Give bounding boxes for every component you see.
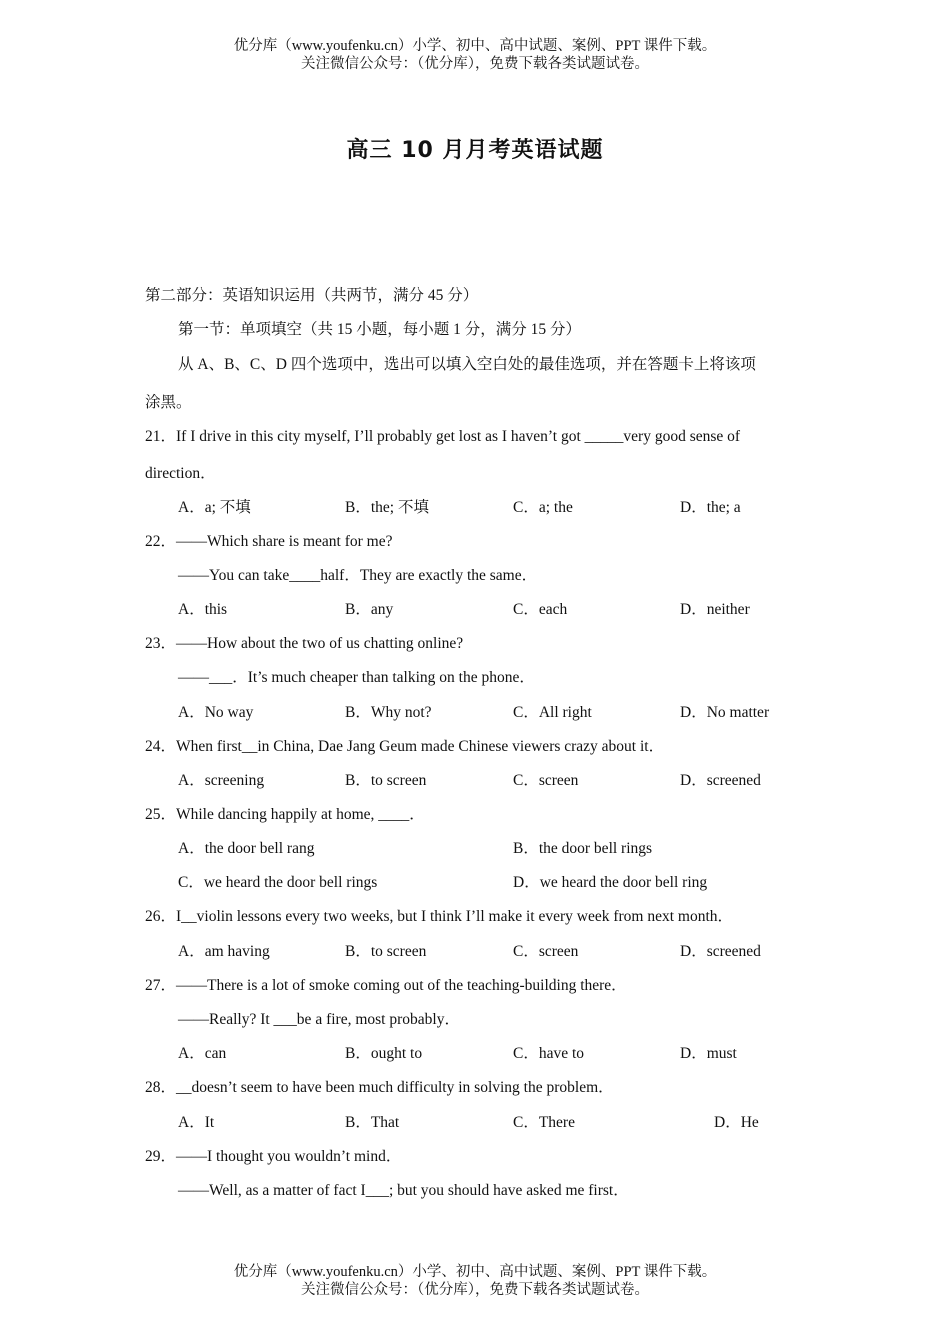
- q26-option-a: A．am having: [178, 943, 270, 960]
- q28-option-d: D．He: [714, 1114, 759, 1131]
- q22-option-b: B．any: [345, 601, 394, 618]
- q21-option-d: D．the; a: [680, 499, 741, 516]
- q27-option-b: B．ought to: [345, 1045, 423, 1062]
- q23-option-b: B．Why not?: [345, 704, 432, 721]
- q22-option-d: D．neither: [680, 601, 750, 618]
- question-23-reply: ——___．It’s much cheaper than talking on the phone．: [178, 669, 535, 686]
- q27-option-a: A．can: [178, 1045, 227, 1062]
- q26-option-c: C．screen: [513, 943, 579, 960]
- q27-option-c: C．have to: [513, 1045, 585, 1062]
- q25-option-a: A．the door bell rang: [178, 840, 315, 857]
- footer-line-1: 优分库（www.youfenku.cn）小学、初中、高中试题、案例、PPT 课件下载。: [233, 1264, 717, 1280]
- question-21-stem: 21．If I drive in this city myself, I’ll probably get lost as I haven’t got _____very good sense of: [145, 428, 741, 445]
- q25-option-c: C．we heard the door bell rings: [178, 874, 378, 891]
- question-27-reply: ——Really? It ___be a fire, most probably．: [178, 1011, 460, 1028]
- question-28-stem: 28．__doesn’t seem to have been much difficulty in solving the problem．: [145, 1079, 614, 1096]
- header-line-1: 优分库（www.youfenku.cn）小学、初中、高中试题、案例、PPT 课件下载。: [233, 38, 717, 54]
- q27-option-d: D．must: [680, 1045, 737, 1062]
- question-21-stem-cont: direction．: [145, 465, 216, 482]
- question-24-stem: 24．When first__in China, Dae Jang Geum made Chinese viewers crazy about it．: [145, 738, 665, 755]
- question-29-stem: 29．——I thought you wouldn’t mind．: [145, 1148, 402, 1165]
- question-22-stem: 22．——Which share is meant for me?: [145, 533, 393, 550]
- q24-option-c: C．screen: [513, 772, 579, 789]
- question-29-reply: ——Well, as a matter of fact I___; but you should have asked me first．: [178, 1182, 629, 1199]
- question-25-stem: 25．While dancing happily at home, ____．: [145, 806, 425, 823]
- q22-option-c: C．each: [513, 601, 568, 618]
- q28-option-b: B．That: [345, 1114, 400, 1131]
- instructions-line-2: 涂黑。: [145, 394, 192, 411]
- page-title: 高三 10 月月考英语试题: [346, 138, 604, 163]
- q24-option-a: A．screening: [178, 772, 265, 789]
- q23-option-a: A．No way: [178, 704, 254, 721]
- q21-option-b: B．the; 不填: [345, 499, 429, 516]
- q28-option-c: C．There: [513, 1114, 575, 1131]
- page-header: [0, 37, 950, 73]
- q26-option-d: D．screened: [680, 943, 761, 960]
- q22-option-a: A．this: [178, 601, 228, 618]
- q21-option-c: C．a; the: [513, 499, 573, 516]
- footer-line-2: 关注微信公众号：（优分库），免费下载各类试题试卷。: [301, 1282, 649, 1298]
- page-footer: [0, 1263, 950, 1299]
- question-27-stem: 27．——There is a lot of smoke coming out of the teaching-building there．: [145, 977, 627, 994]
- q23-option-d: D．No matter: [680, 704, 770, 721]
- instructions-line-1: 从 A、B、C、D 四个选项中，选出可以填入空白处的最佳选项，并在答题卡上将该项: [178, 356, 756, 373]
- q25-option-b: B．the door bell rings: [513, 840, 653, 857]
- q26-option-b: B．to screen: [345, 943, 427, 960]
- section-sub-heading: 第一节：单项填空（共 15 小题，每小题 1 分，满分 15 分）: [178, 321, 582, 338]
- section-part-heading: 第二部分：英语知识运用（共两节，满分 45 分）: [145, 287, 479, 304]
- q24-option-d: D．screened: [680, 772, 761, 789]
- question-22-reply: ——You can take____half．They are exactly the same．: [178, 567, 538, 584]
- question-23-stem: 23．——How about the two of us chatting online?: [145, 635, 464, 652]
- q25-option-d: D．we heard the door bell ring: [513, 874, 708, 891]
- q24-option-b: B．to screen: [345, 772, 427, 789]
- q28-option-a: A．It: [178, 1114, 215, 1131]
- header-line-2: 关注微信公众号：（优分库），免费下载各类试题试卷。: [301, 56, 649, 72]
- q23-option-c: C．All right: [513, 704, 592, 721]
- question-26-stem: 26．I__violin lessons every two weeks, but I think I’ll make it every week from next month．: [145, 908, 734, 925]
- q21-option-a: A．a; 不填: [178, 499, 251, 516]
